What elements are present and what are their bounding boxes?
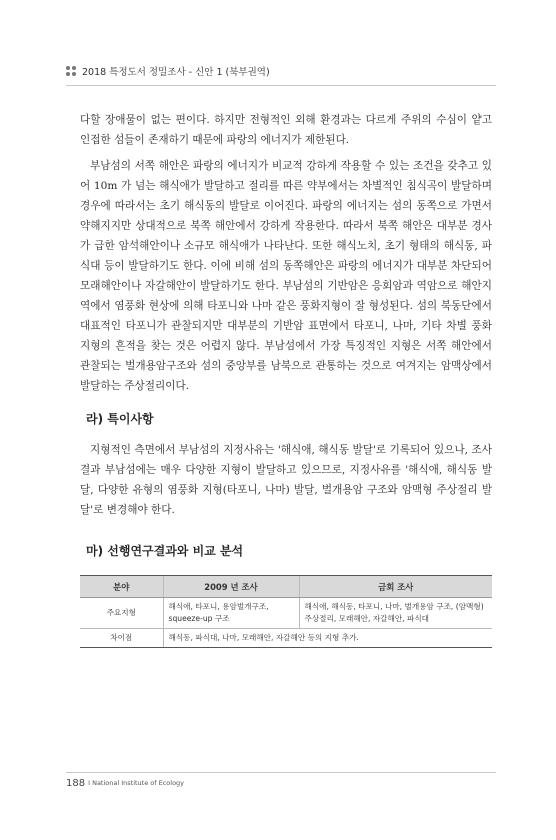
header-dots-icon bbox=[66, 66, 76, 76]
table-header: 2009 년 조사 bbox=[163, 576, 299, 598]
table-cell: 해식동, 파식대, 나마, 모래해안, 자갈해안 등의 지형 추가. bbox=[163, 629, 492, 648]
header-title: 2018 특정도서 정밀조사 - 신안 1 (북부권역) bbox=[82, 67, 270, 78]
table-row bbox=[80, 629, 492, 648]
paragraph: 지형적인 측면에서 부남섬의 지정사유는 '해식애, 해식동 발달'로 기록되어 있으나, 조사 결과 부남섬에는 매우 다양한 지형이 발달하고 있으므로, 지정사유를 '해식애, 해식동 발달, 다양한 유형의 염풍화 지형(타포니, 나마) 발달, 벌개용암 구조와 암맥형 주상절리 발달'로 변경해야 한다. bbox=[80, 444, 492, 516]
section-heading-special-notes: 라) 특이사항 bbox=[86, 412, 154, 426]
table-row bbox=[80, 598, 492, 629]
paragraph: 부남섬의 서쪽 해안은 파랑의 에너지가 비교적 강하게 작용할 수 있는 조건을 갖추고 있어 10m 가 넘는 해식애가 발달하고 절리를 따른 약부에서는 차별적인 침식곡이 발달하며 경우에 따라서는 초기 해식동의 발달로 이어진다. 파랑의 에너지는 섬의 동쪽으로 가면서 약해지지만 상대적으로 북쪽 해안에서 강하게 작용한다. 따라서 북쪽 해안은 대부분 경사가 급한 암석해안이나 소규모 해식애가 나타난다. 또한 해식노치, 초기 형태의 해식동, 파식대 등이 발달하기도 한다. 이에 비해 섬의 동쪽해안은 파랑의 에너지가 대부분 차단되어 모래해안이나 자갈해안이 발달하기도 한다. 부남섬의 기반암은 응회암과 역암으로 해안지역에서 염풍화 현상에 의해 타포니와 나마 같은 풍화지형이 잘 형성된다. 섬의 북동단에서 대표적인 타포니가 관찰되지만 대부분의 기반암 표면에서 타포니, 나마, 기타 차별 풍화 지형의 흔적을 찾는 것은 어렵지 않다. 부남섬에서 가장 특징적인 지형은 서쪽 해안에서 관찰되는 벌개용암구조와 섬의 중앙부를 남북으로 관통하는 것으로 여겨지는 암맥상에서 발달하는 주상절리이다. bbox=[80, 160, 492, 392]
paragraph: 다할 장애물이 없는 편이다. 하지만 전형적인 외해 환경과는 다르게 주위의 수심이 얕고 인접한 섬들이 존재하기 때문에 파랑의 에너지가 제한된다. bbox=[80, 114, 492, 146]
table-cell: 주요지형 bbox=[80, 598, 163, 629]
table-header-row bbox=[80, 576, 492, 598]
footer-text: I National Institute of Ecology bbox=[88, 779, 185, 787]
table-cell: 해식애, 타포니, 용암벌개구조, squeeze-up 구조 bbox=[163, 598, 299, 629]
page-footer bbox=[66, 777, 184, 789]
table-cell: 해식애, 해식동, 타포니, 나마, 벌개용암 구조, (암맥형) 주상절리, 모래해안, 자갈해안, 파식대 bbox=[299, 598, 492, 629]
body-text-top bbox=[80, 110, 492, 396]
page-number: 188 bbox=[66, 777, 86, 789]
section-heading-comparison: 마) 선행연구결과와 비교 분석 bbox=[86, 544, 244, 558]
running-header bbox=[66, 64, 496, 78]
table-header: 금회 조사 bbox=[299, 576, 492, 598]
header-divider bbox=[66, 85, 496, 86]
footer-divider bbox=[66, 772, 496, 773]
table-header: 분야 bbox=[80, 576, 163, 598]
comparison-table bbox=[80, 575, 492, 648]
body-text-special-notes bbox=[80, 440, 492, 520]
table-cell: 차이점 bbox=[80, 629, 163, 648]
